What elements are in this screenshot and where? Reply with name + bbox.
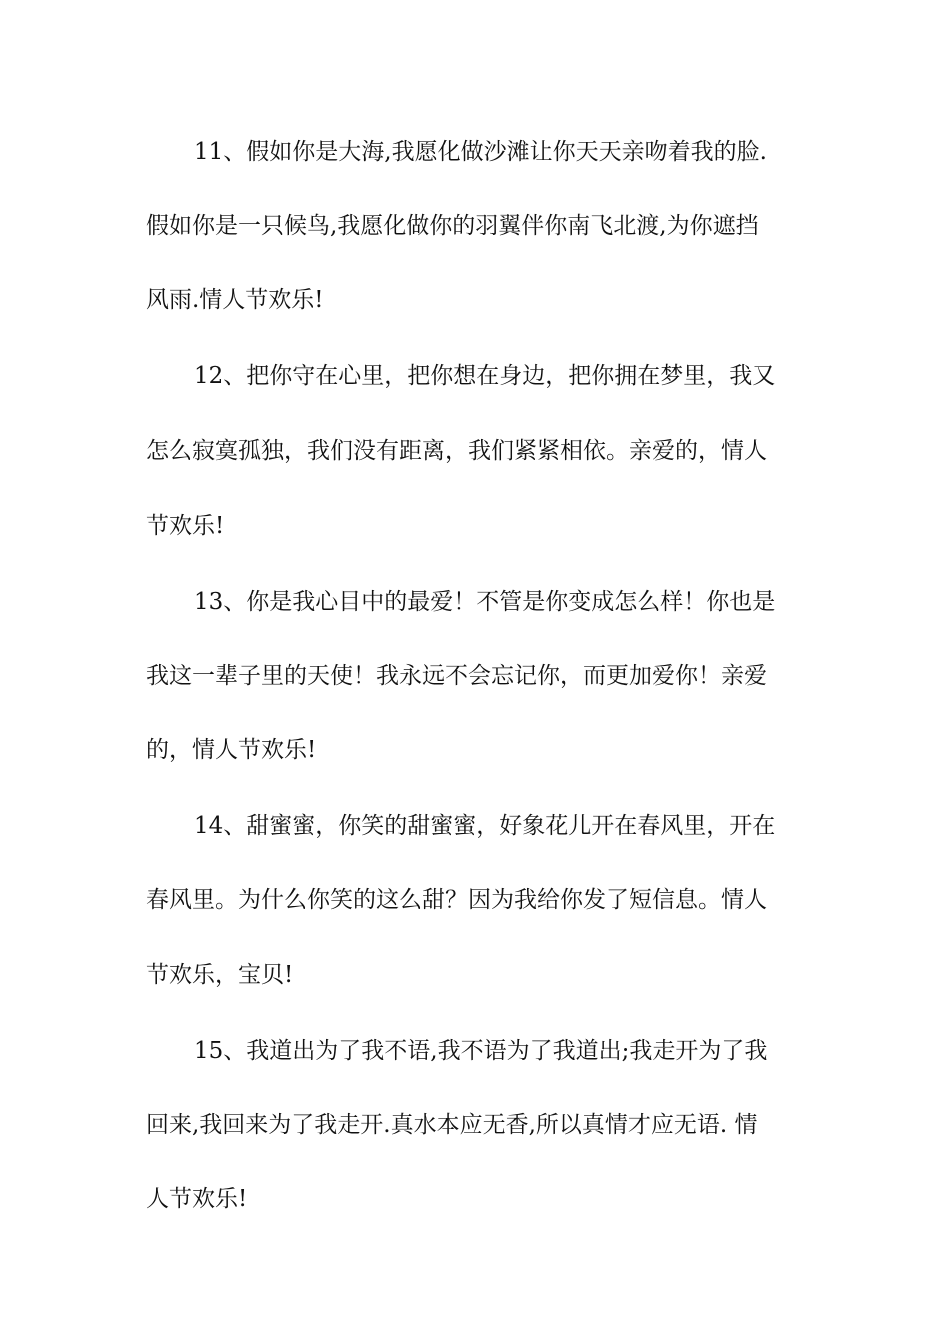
text-line: 我这一辈子里的天使！我永远不会忘记你，而更加爱你！亲爱: [146, 663, 767, 689]
text-line: 人节欢乐!: [146, 1186, 248, 1212]
text-line: 11、假如你是大海,我愿化做沙滩让你天天亲吻着我的脸.: [194, 139, 767, 165]
text-line: 回来,我回来为了我走开.真水本应无香,所以真情才应无语. 情: [146, 1112, 758, 1138]
text-line: 15、我道出为了我不语,我不语为了我道出;我走开为了我: [194, 1038, 768, 1064]
text-line: 春风里。为什么你笑的这么甜？因为我给你发了短信息。情人: [146, 887, 767, 913]
text-line: 13、你是我心目中的最爱！不管是你变成怎么样！你也是: [194, 589, 776, 615]
text-line: 的，情人节欢乐!: [146, 737, 317, 763]
text-line: 怎么寂寞孤独，我们没有距离，我们紧紧相依。亲爱的，情人: [146, 438, 767, 464]
text-line: 14、甜蜜蜜，你笑的甜蜜蜜，好象花儿开在春风里，开在: [194, 813, 776, 839]
text-line: 风雨.情人节欢乐!: [146, 287, 324, 313]
text-line: 节欢乐!: [146, 513, 225, 539]
text-line: 节欢乐，宝贝!: [146, 962, 294, 988]
text-line: 12、把你守在心里，把你想在身边，把你拥在梦里，我又: [194, 363, 776, 389]
text-line: 假如你是一只候鸟,我愿化做你的羽翼伴你南飞北渡,为你遮挡: [146, 213, 759, 239]
